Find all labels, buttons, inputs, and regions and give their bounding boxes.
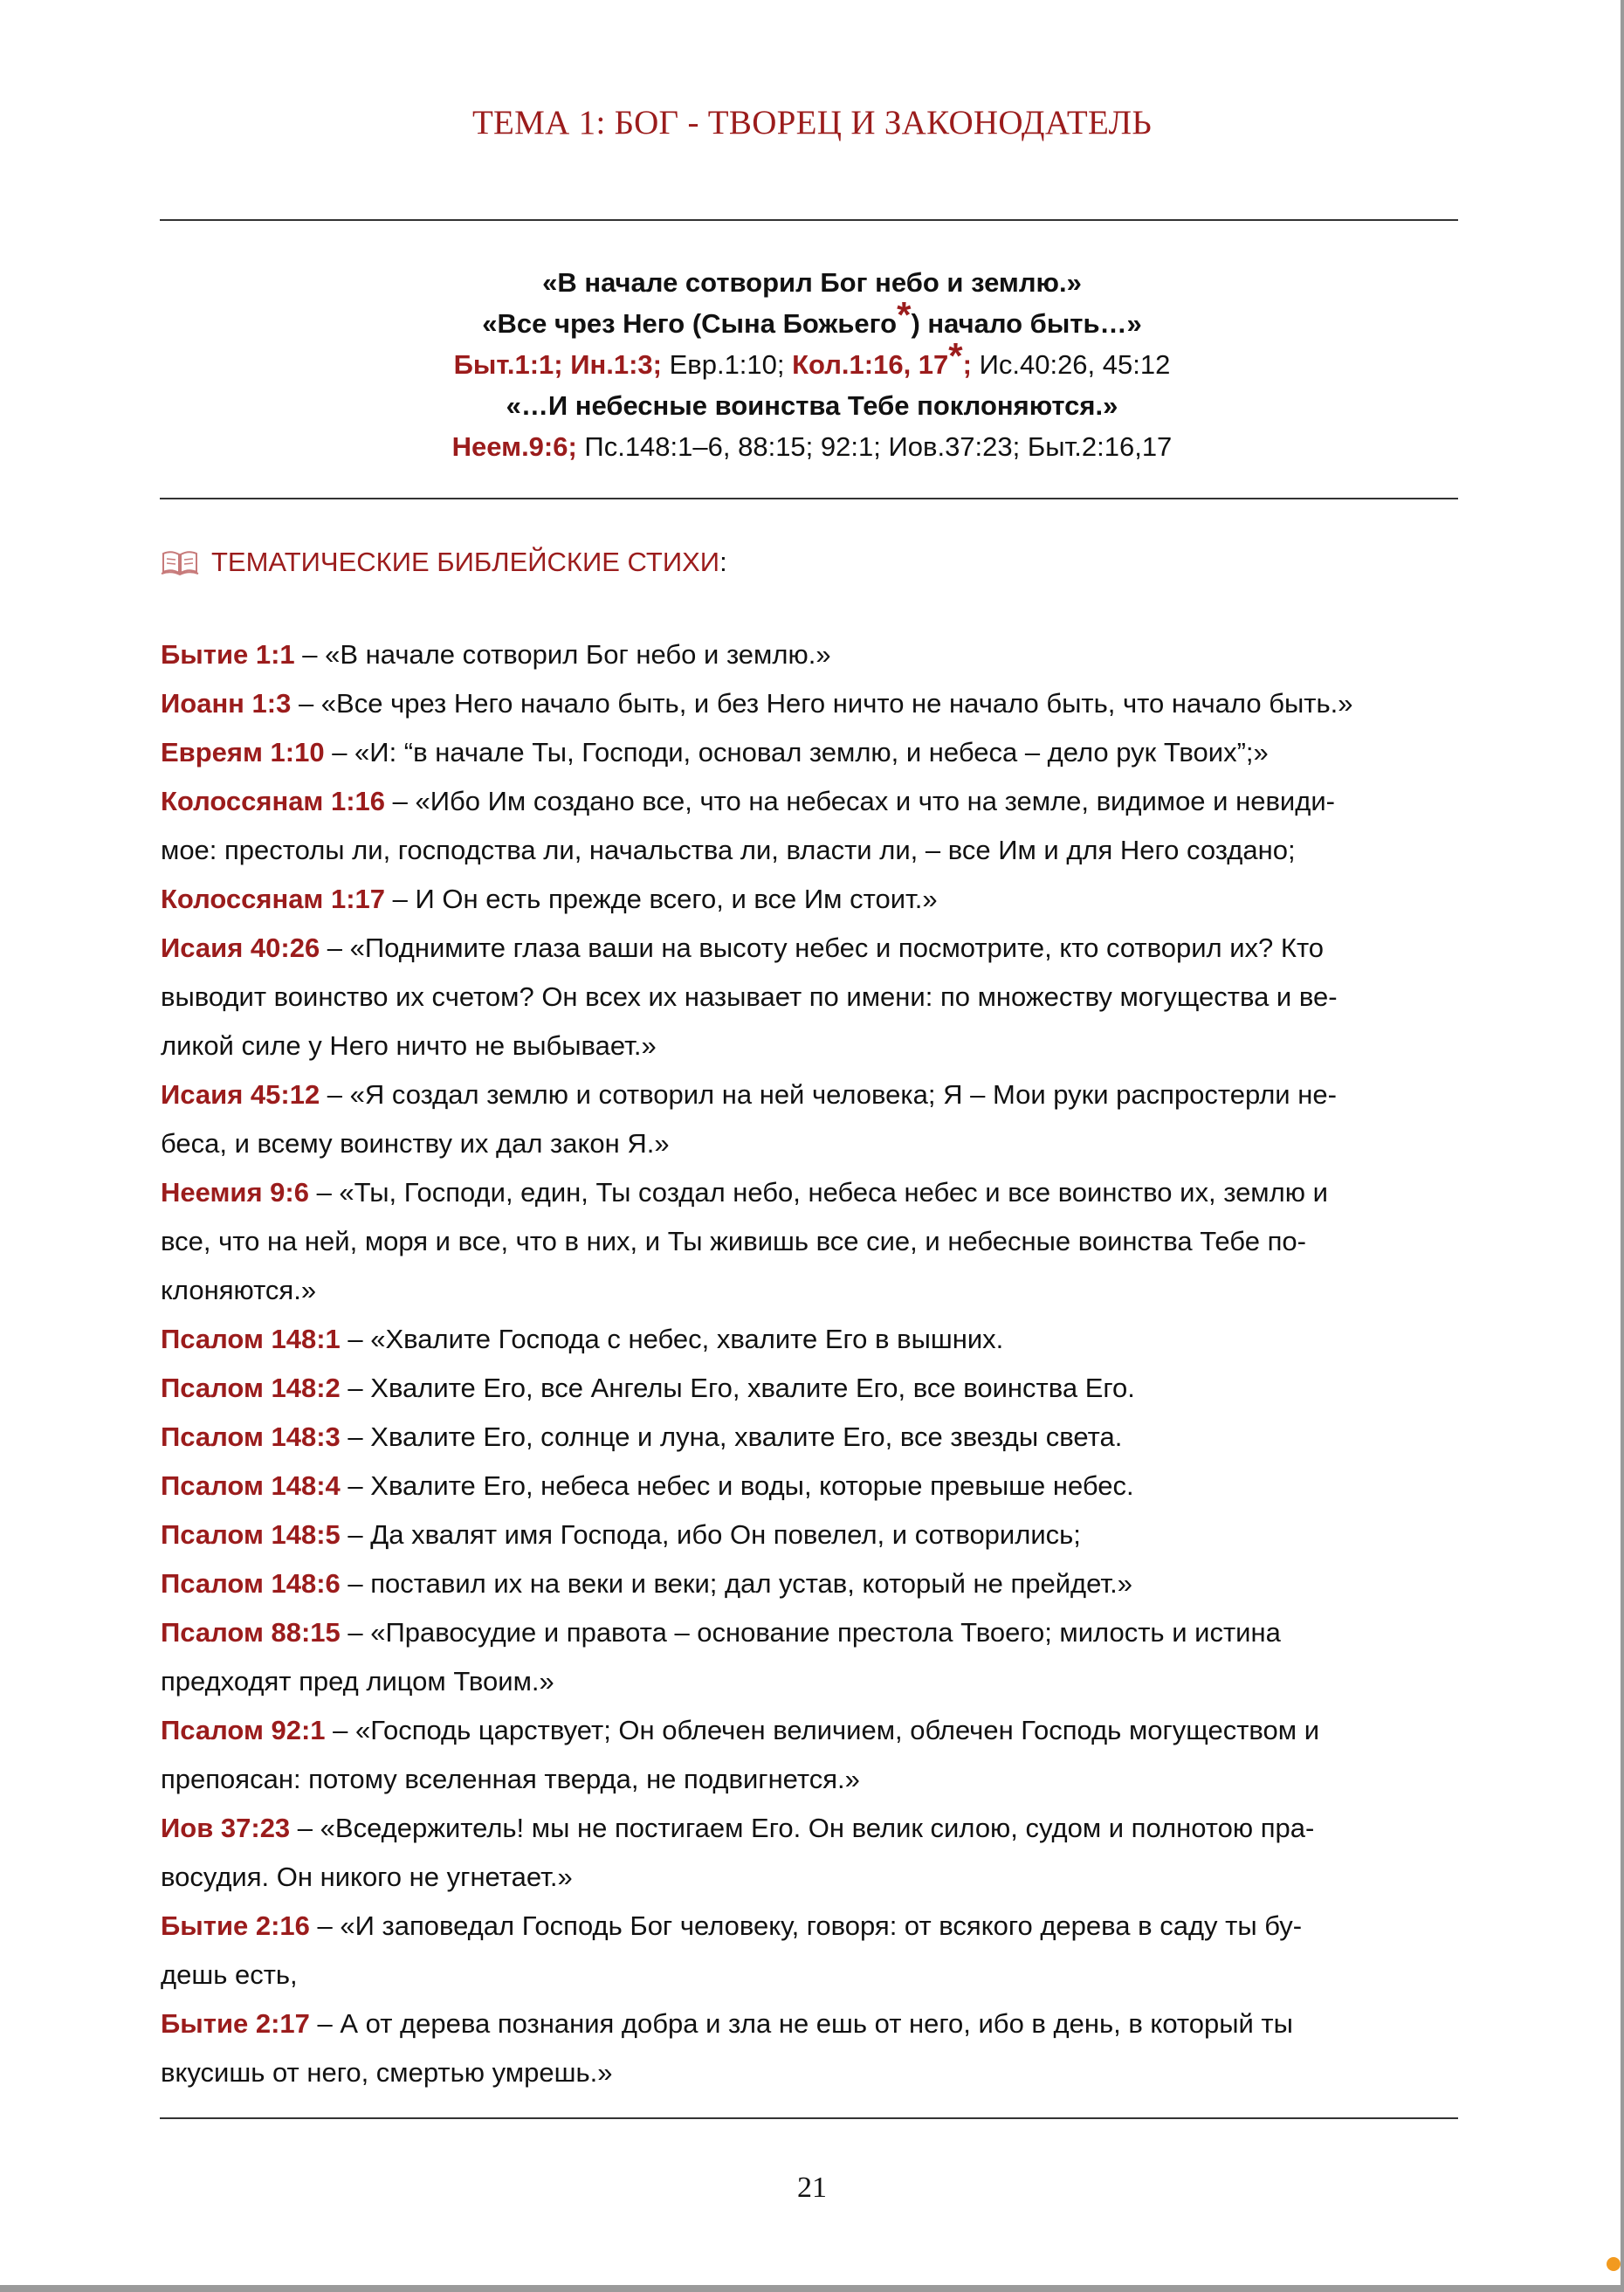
epigraph-refs-2 — [0, 426, 1624, 467]
verse-line — [161, 1951, 1462, 1999]
verse-text: дешь есть, — [161, 1959, 298, 1990]
ref-heb: Евр.1:10; — [661, 349, 785, 380]
verse-text: клоняются.» — [161, 1275, 317, 1305]
epigraph-line-2-end: ) начало быть…» — [911, 308, 1142, 339]
verse-reference: Бытие 2:17 — [161, 2008, 310, 2039]
verse-text: – «Все чрез Него начало быть, и без Него ничто не начало быть, что начало быть.» — [291, 688, 1353, 719]
verse-text: беса, и всему воинству их дал закон Я.» — [161, 1128, 670, 1159]
verse-line — [161, 875, 1462, 924]
verse-text: – «Ибо Им создано все, что на небесах и что на земле, видимое и невиди- — [385, 786, 1335, 816]
verse-line — [161, 1315, 1462, 1364]
bottom-divider — [160, 2117, 1458, 2119]
verse-line — [161, 1804, 1462, 1853]
verse-list — [161, 630, 1462, 2097]
verse-line — [161, 1902, 1462, 1951]
verse-text: восудия. Он никого не угнетает.» — [161, 1862, 573, 1892]
verse-text: ликой силе у Него ничто не выбывает.» — [161, 1030, 657, 1061]
page-number: 21 — [797, 2172, 827, 2204]
verse-line — [161, 1608, 1462, 1657]
corner-indicator-icon — [1607, 2257, 1621, 2271]
verse-line — [161, 1755, 1462, 1804]
verse-reference: Бытие 1:1 — [161, 639, 295, 670]
verse-text: – «И заповедал Господь Бог человеку, говоря: от всякого дерева в саду ты бу- — [309, 1910, 1303, 1941]
footnote-star: * — [897, 294, 912, 335]
verse-text: выводит воинство их счетом? Он всех их называет по имени: по множеству могущества и ве- — [161, 981, 1338, 1012]
verse-line — [161, 1559, 1462, 1608]
verse-text: – «И: “в начале Ты, Господи, основал землю, и небеса – дело рук Твоих”;» — [324, 737, 1269, 767]
verse-reference: Иов 37:23 — [161, 1813, 291, 1843]
ref-col-end: ; — [962, 349, 972, 380]
verse-line — [161, 1217, 1462, 1266]
verse-line — [161, 1853, 1462, 1902]
epigraph-line-1: «В начале сотворил Бог небо и землю.» — [542, 267, 1082, 298]
epigraph-line-2-start: «Все чрез Него (Сына Божьего — [482, 308, 898, 339]
epigraph — [0, 262, 1624, 467]
verse-text: – «Правосудие и правота – основание престола Твоего; милость и истина — [340, 1617, 1281, 1648]
verse-line — [161, 1657, 1462, 1706]
verse-text: препоясан: потому вселенная тверда, не подвигнется.» — [161, 1764, 860, 1794]
verse-line — [161, 826, 1462, 875]
verse-text: – Хвалите Его, солнце и луна, хвалите Его, все звезды света. — [340, 1421, 1123, 1452]
verse-reference: Псалом 88:15 — [161, 1617, 341, 1648]
verse-line — [161, 924, 1462, 973]
verse-text: – Хвалите Его, небеса небес и воды, которые превыше небес. — [340, 1470, 1134, 1501]
verse-line — [161, 728, 1462, 777]
verse-text: – Хвалите Его, все Ангелы Его, хвалите Его, все воинства Его. — [340, 1373, 1135, 1403]
verse-text: – И Он есть прежде всего, и все Им стоит.» — [385, 884, 938, 914]
verse-reference: Псалом 148:2 — [161, 1373, 341, 1403]
verse-text: – «Я создал землю и сотворил на ней человека; Я – Мои руки распростерли не- — [320, 1079, 1337, 1110]
section-header — [161, 541, 727, 583]
verse-text: все, что на ней, моря и все, что в них, и Ты живишь все сие, и небесные воинства Тебе по- — [161, 1226, 1306, 1256]
ref-psalms-etc: Пс.148:1–6, 88:15; 92:1; Иов.37:23; Быт.2:16,17 — [576, 431, 1173, 462]
verse-text: – «Хвалите Господа с небес, хвалите Его в вышних. — [340, 1324, 1004, 1354]
verse-text: вкусишь от него, смертью умрешь.» — [161, 2057, 613, 2088]
verse-reference: Псалом 148:4 — [161, 1470, 341, 1501]
verse-line — [161, 1511, 1462, 1559]
verse-line — [161, 630, 1462, 679]
verse-line — [161, 1364, 1462, 1413]
verse-line — [161, 679, 1462, 728]
ref-neh: Неем.9:6; — [451, 431, 577, 462]
verse-reference: Колоссянам 1:17 — [161, 884, 386, 914]
top-divider — [160, 219, 1458, 221]
verse-reference: Колоссянам 1:16 — [161, 786, 386, 816]
verse-reference: Псалом 148:5 — [161, 1519, 341, 1550]
verse-line — [161, 973, 1462, 1022]
verse-text: – «Вседержитель! мы не постигаем Его. Он велик силою, судом и полнотою пра- — [290, 1813, 1315, 1843]
section-header-label: ТЕМАТИЧЕСКИЕ БИБЛЕЙСКИЕ СТИХИ — [211, 547, 720, 577]
verse-line — [161, 1999, 1462, 2048]
ref-col: Кол.1:16, 17 — [784, 349, 949, 380]
verse-reference: Исаия 40:26 — [161, 933, 320, 963]
page-title: ТЕМА 1: БОГ - ТВОРЕЦ И ЗАКОНОДАТЕЛЬ — [471, 104, 1153, 141]
verse-reference: Евреям 1:10 — [161, 737, 325, 767]
verse-reference: Неемия 9:6 — [161, 1177, 309, 1208]
verse-text: предходят пред лицом Твоим.» — [161, 1666, 554, 1697]
verse-line — [161, 2048, 1462, 2097]
verse-line — [161, 1462, 1462, 1511]
verse-reference: Исаия 45:12 — [161, 1079, 320, 1110]
verse-line — [161, 1119, 1462, 1168]
footnote-star: * — [948, 335, 963, 376]
verse-reference: Псалом 148:3 — [161, 1421, 341, 1452]
verse-text: – А от дерева познания добра и зла не ешь от него, ибо в день, в который ты — [309, 2008, 1293, 2039]
ref-isa: Ис.40:26, 45:12 — [971, 349, 1171, 380]
verse-line — [161, 1266, 1462, 1315]
verse-line — [161, 777, 1462, 826]
middle-divider — [160, 498, 1458, 499]
verse-text: – «Господь царствует; Он облечен величием, облечен Господь могуществом и — [325, 1715, 1320, 1745]
verse-line — [161, 1413, 1462, 1462]
verse-reference: Псалом 148:1 — [161, 1324, 341, 1354]
epigraph-refs-1 — [0, 335, 1624, 385]
ref-gen-john: Быт.1:1; Ин.1:3; — [453, 349, 662, 380]
epigraph-line-2 — [0, 294, 1624, 344]
epigraph-line-4: «…И небесные воинства Тебе поклоняются.» — [506, 390, 1118, 421]
section-header-colon: : — [719, 547, 727, 577]
verse-reference: Бытие 2:16 — [161, 1910, 310, 1941]
verse-line — [161, 1022, 1462, 1070]
verse-text: – поставил их на веки и веки; дал устав, который не прейдет.» — [340, 1568, 1132, 1599]
verse-text: – «Поднимите глаза ваши на высоту небес и посмотрите, кто сотворил их? Кто — [320, 933, 1325, 963]
verse-reference: Иоанн 1:3 — [161, 688, 292, 719]
verse-text: – «В начале сотворил Бог небо и землю.» — [294, 639, 831, 670]
verse-line — [161, 1706, 1462, 1755]
verse-reference: Псалом 148:6 — [161, 1568, 341, 1599]
verse-text: – Да хвалят имя Господа, ибо Он повелел, и сотворились; — [340, 1519, 1081, 1550]
open-book-icon — [161, 549, 199, 575]
verse-text: – «Ты, Господи, един, Ты создал небо, небеса небес и все воинство их, землю и — [308, 1177, 1328, 1208]
verse-line — [161, 1070, 1462, 1119]
verse-reference: Псалом 92:1 — [161, 1715, 326, 1745]
verse-text: мое: престолы ли, господства ли, начальства ли, власти ли, – все Им и для Него создано; — [161, 835, 1296, 865]
verse-line — [161, 1168, 1462, 1217]
